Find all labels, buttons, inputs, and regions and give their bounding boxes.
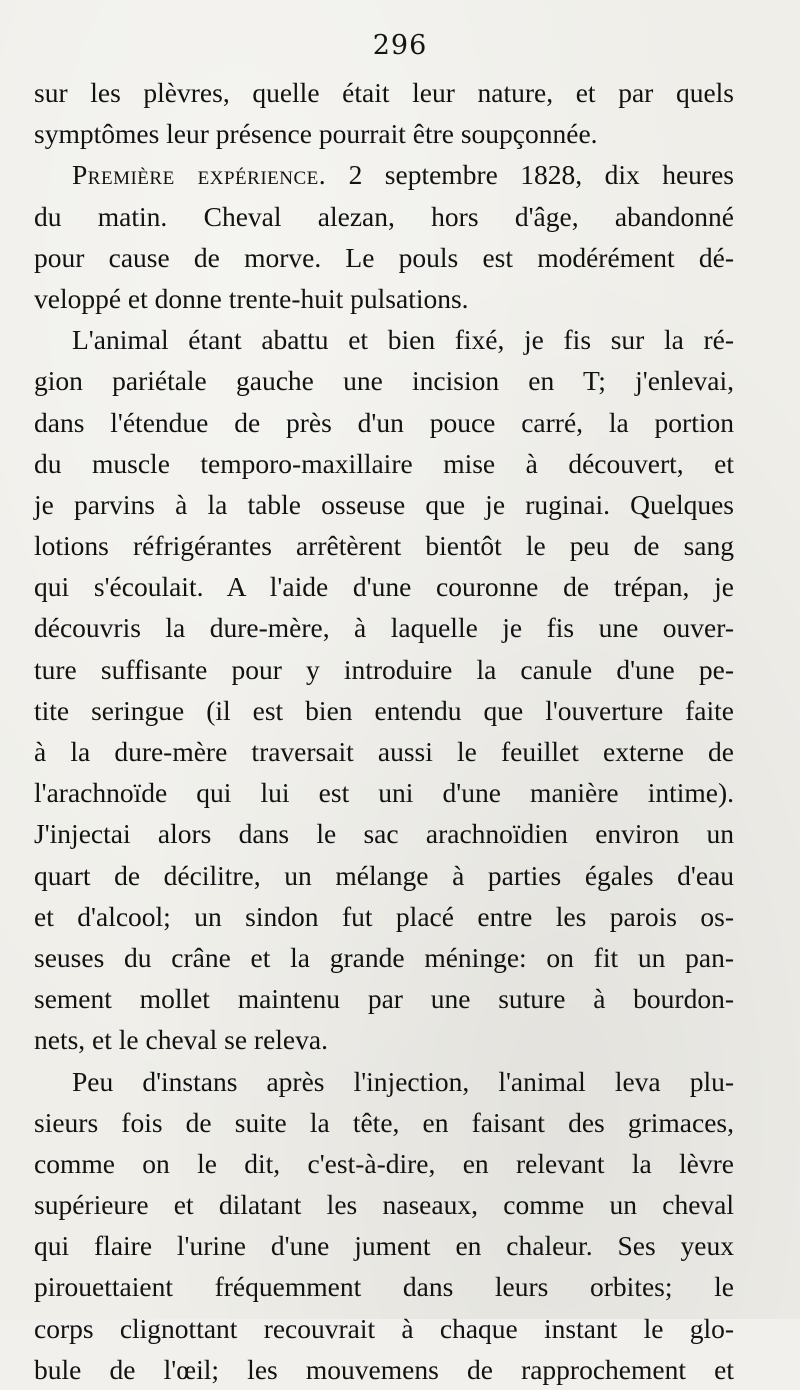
text-line: à la dure-mère traversait aussi le feuillet externe de [34,736,734,767]
text-line: nets, et le cheval se releva. [34,1024,328,1056]
text-line: l'arachnoïde qui lui est uni d'une manière intime). [34,777,734,809]
text-line: Peu d'instans après l'injection, l'animal leva plu- [72,1065,734,1097]
text-line: bule de l'œil; les mouvemens de rapprochement et [34,1353,734,1385]
page-number: 296 [372,30,428,61]
text-line: du matin. Cheval alezan, hors d'âge, abandonné [34,200,734,232]
text-line: gion pariétale gauche une incision en T; j'enlevai, [34,365,734,397]
text-line: qui s'écoulait. A l'aide d'une couronne de trépan, je [34,571,734,603]
text-line: seuses du crâne et la grande méninge: on fit un pan- [34,941,734,973]
body-text [34,72,734,1390]
text-line: comme on le dit, c'est-à-dire, en relevant la lèvre [34,1147,734,1179]
text-line: découvris la dure-mère, à laquelle je fis une ouver- [34,612,734,644]
text-line: quart de décilitre, un mélange à parties égales d'eau [34,859,734,891]
text-line: tite seringue (il est bien entendu que l'ouverture faite [34,694,734,726]
text-line: sieurs fois de suite la tête, en faisant des grimaces, [34,1106,734,1138]
text-line: L'animal étant abattu et bien fixé, je fis sur la ré- [72,324,734,356]
text-line [34,154,734,195]
text-line: pirouettaient fréquemment dans leurs orbites; le [34,1271,734,1303]
text-line: J'injectai alors dans le sac arachnoïdien environ un [34,818,734,850]
text-line: sement mollet maintenu par une suture à bourdon- [34,983,734,1015]
text-line: symptômes leur présence pourrait être soupçonnée. [34,118,598,150]
experiment-heading: Première expérience. [72,159,327,191]
text-line: du muscle temporo-maxillaire mise à découvert, et [34,447,734,479]
text-line: corps clignottant recouvrait à chaque instant le glo- [34,1312,734,1344]
text-line: sur les plèvres, quelle était leur nature, et par quels [34,77,734,108]
text-line: et d'alcool; un sindon fut placé entre les parois os- [34,900,734,932]
text-line: qui flaire l'urine d'une jument en chaleur. Ses yeux [34,1230,734,1262]
text-line-content: 2 septembre 1828, dix heures [326,159,734,191]
text-line: ture suffisante pour y introduire la canule d'une pe- [34,653,734,685]
text-line: lotions réfrigérantes arrêtèrent bientôt le peu de sang [34,530,734,562]
text-line: supérieure et dilatant les naseaux, comme un cheval [34,1189,734,1221]
text-line: dans l'étendue de près d'un pouce carré, la portion [34,406,734,438]
text-line: je parvins à la table osseuse que je ruginai. Quelques [34,488,734,520]
text-line: veloppé et donne trente-huit pulsations. [34,282,469,314]
text-line: pour cause de morve. Le pouls est modérément dé- [34,241,734,273]
